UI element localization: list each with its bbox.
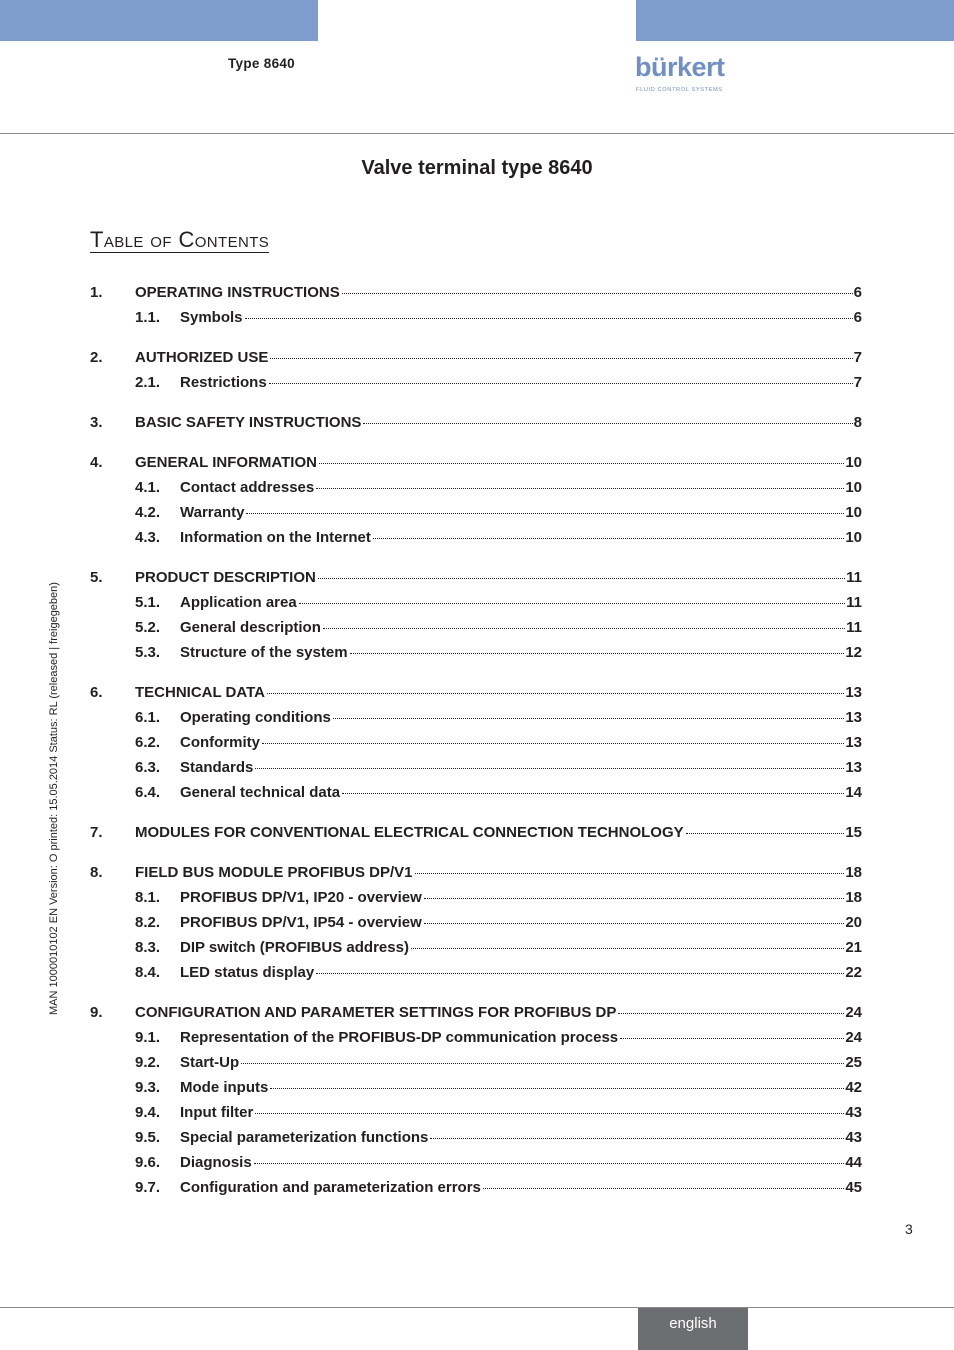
toc-entry-page: 20	[845, 914, 862, 931]
toc-entry-label: CONFIGURATION AND PARAMETER SETTINGS FOR PROFIBUS DP	[135, 1004, 617, 1021]
toc-entry-number: 6.1.	[135, 709, 161, 726]
toc-entry-label: Representation of the PROFIBUS-DP communication process	[180, 1029, 619, 1046]
toc-dot-leader	[618, 1013, 844, 1014]
toc-entry[interactable]	[90, 453, 862, 478]
toc-entry-number: 9.2.	[135, 1054, 161, 1071]
toc-entry-number: 4.3.	[135, 529, 161, 546]
toc-entry-label: OPERATING INSTRUCTIONS	[135, 284, 340, 301]
toc-entry-page: 11	[846, 594, 862, 611]
toc-entry-page: 7	[853, 349, 862, 366]
toc-entry[interactable]	[90, 528, 862, 553]
toc-entry-page: 24	[845, 1004, 862, 1021]
toc-dot-leader	[319, 463, 844, 464]
toc-entry-label: Application area	[180, 594, 297, 611]
toc-entry-page: 18	[845, 889, 862, 906]
toc-entry-label: Operating conditions	[180, 709, 331, 726]
toc-dot-leader	[430, 1138, 844, 1139]
toc-dot-leader	[415, 873, 845, 874]
toc-heading: Table of Contents	[90, 227, 270, 252]
toc-entry[interactable]	[90, 708, 862, 733]
toc-entry-number: 5.1.	[135, 594, 161, 611]
toc-entry[interactable]	[90, 783, 862, 808]
toc-entry-label: Diagnosis	[180, 1154, 252, 1171]
toc-entry-number: 9.3.	[135, 1079, 161, 1096]
toc-entry[interactable]	[90, 618, 862, 643]
toc-entry-label: Symbols	[180, 309, 243, 326]
toc-entry[interactable]	[90, 1003, 862, 1028]
toc-entry-label: Restrictions	[180, 374, 267, 391]
toc-entry-page: 42	[845, 1079, 862, 1096]
logo-word: bürkert	[635, 52, 725, 82]
toc-entry-page: 10	[845, 529, 862, 546]
toc-entry[interactable]	[90, 1103, 862, 1128]
toc-entry[interactable]	[90, 643, 862, 668]
toc-entry-number: 4.1.	[135, 479, 161, 496]
toc-entry-number: 9.	[90, 1004, 103, 1021]
toc-entry-page: 43	[845, 1104, 862, 1121]
toc-entry-number: 9.7.	[135, 1179, 161, 1196]
toc-entry[interactable]	[90, 938, 862, 963]
toc-entry-page: 11	[846, 619, 862, 636]
toc-entry-label: GENERAL INFORMATION	[135, 454, 317, 471]
toc-entry-page: 6	[853, 284, 862, 301]
toc-entry-page: 13	[845, 734, 862, 751]
toc-entry-label: Information on the Internet	[180, 529, 371, 546]
toc-entry-page: 12	[845, 644, 862, 661]
toc-entry[interactable]	[90, 283, 862, 308]
toc-entry-number: 5.	[90, 569, 103, 586]
toc-entry-page: 10	[845, 454, 862, 471]
toc-entry-page: 13	[845, 709, 862, 726]
toc-entry-number: 8.3.	[135, 939, 161, 956]
toc-entry-number: 4.	[90, 454, 103, 471]
toc-entry[interactable]	[90, 683, 862, 708]
toc-dot-leader	[270, 358, 852, 359]
toc-entry-page: 13	[845, 759, 862, 776]
toc-entry-number: 6.	[90, 684, 103, 701]
toc-entry[interactable]	[90, 733, 862, 758]
toc-entry[interactable]	[90, 593, 862, 618]
toc-entry-number: 9.4.	[135, 1104, 161, 1121]
toc-entry-label: Mode inputs	[180, 1079, 269, 1096]
burkert-logo	[635, 52, 732, 96]
toc-entry-label: PRODUCT DESCRIPTION	[135, 569, 316, 586]
toc-dot-leader	[270, 1088, 844, 1089]
toc-entry[interactable]	[90, 823, 862, 848]
toc-entry-number: 1.	[90, 284, 103, 301]
toc-entry[interactable]	[90, 913, 862, 938]
toc-entry-number: 3.	[90, 414, 103, 431]
toc-dot-leader	[269, 383, 853, 384]
toc-entry-label: TECHNICAL DATA	[135, 684, 265, 701]
toc-entry-label: LED status display	[180, 964, 315, 981]
toc-dot-leader	[350, 653, 845, 654]
footer-divider	[0, 1307, 954, 1308]
toc-dot-leader	[373, 538, 844, 539]
toc-entry[interactable]	[90, 1053, 862, 1078]
toc-entry-label: General description	[180, 619, 321, 636]
toc-entry-label: FIELD BUS MODULE PROFIBUS DP/V1	[135, 864, 413, 881]
header-accent-bar-right	[636, 0, 954, 41]
toc-entry-label: MODULES FOR CONVENTIONAL ELECTRICAL CONNECTION TECHNOLOGY	[135, 824, 684, 841]
toc-dot-leader	[323, 628, 845, 629]
toc-entry[interactable]	[90, 863, 862, 888]
toc-entry-label: Conformity	[180, 734, 260, 751]
toc-entry-label: Standards	[180, 759, 254, 776]
toc-entry-number: 5.2.	[135, 619, 161, 636]
toc-entry-number: 2.1.	[135, 374, 161, 391]
toc-entry-page: 14	[845, 784, 862, 801]
toc-entry-page: 6	[853, 309, 862, 326]
toc-dot-leader	[333, 718, 844, 719]
toc-dot-leader	[246, 513, 844, 514]
toc-entry[interactable]	[90, 413, 862, 438]
toc-dot-leader	[620, 1038, 844, 1039]
toc-dot-leader	[342, 293, 853, 294]
toc-dot-leader	[363, 423, 852, 424]
document-metadata-vertical: MAN 1000010102 EN Version: O printed: 15.05.2014 Status: RL (released | freigegeben)	[48, 582, 60, 1015]
toc-entry-label: Contact addresses	[180, 479, 315, 496]
toc-entry-number: 9.1.	[135, 1029, 161, 1046]
toc-entry[interactable]	[90, 503, 862, 528]
language-tab: english	[638, 1308, 748, 1350]
header-divider	[0, 133, 954, 134]
toc-entry-page: 18	[845, 864, 862, 881]
page-number: 3	[905, 1221, 913, 1237]
toc-dot-leader	[318, 578, 845, 579]
toc-entry-label: Input filter	[180, 1104, 254, 1121]
toc-dot-leader	[316, 973, 844, 974]
toc-entry[interactable]	[90, 308, 862, 333]
toc-dot-leader	[424, 923, 845, 924]
logo-tagline: FLUID CONTROL SYSTEMS	[636, 87, 723, 93]
toc-entry[interactable]	[90, 1153, 862, 1178]
toc-dot-leader	[262, 743, 844, 744]
toc-entry-number: 9.5.	[135, 1129, 161, 1146]
toc-entry-number: 8.4.	[135, 964, 161, 981]
toc-entry-number: 7.	[90, 824, 103, 841]
toc-entry-number: 2.	[90, 349, 103, 366]
toc-entry-number: 8.	[90, 864, 103, 881]
toc-entry-label: Start-Up	[180, 1054, 240, 1071]
document-type-label: Type 8640	[228, 56, 295, 71]
toc-entry-number: 8.2.	[135, 914, 161, 931]
toc-entry-page: 13	[845, 684, 862, 701]
toc-dot-leader	[411, 948, 844, 949]
toc-dot-leader	[424, 898, 845, 899]
toc-entry-label: Warranty	[180, 504, 245, 521]
toc-entry-page: 43	[845, 1129, 862, 1146]
toc-entry-page: 45	[845, 1179, 862, 1196]
toc-entry[interactable]	[90, 1028, 862, 1053]
toc-dot-leader	[686, 833, 845, 834]
toc-dot-leader	[241, 1063, 844, 1064]
header-accent-bar-left	[0, 0, 318, 41]
toc-dot-leader	[483, 1188, 844, 1189]
toc-entry-number: 8.1.	[135, 889, 161, 906]
table-of-contents	[90, 283, 862, 1203]
toc-dot-leader	[245, 318, 853, 319]
toc-entry[interactable]	[90, 1078, 862, 1103]
toc-entry-label: BASIC SAFETY INSTRUCTIONS	[135, 414, 362, 431]
toc-entry-label: PROFIBUS DP/V1, IP54 - overview	[180, 914, 422, 931]
toc-entry-page: 10	[845, 504, 862, 521]
toc-entry-label: AUTHORIZED USE	[135, 349, 269, 366]
toc-entry-number: 9.6.	[135, 1154, 161, 1171]
toc-dot-leader	[316, 488, 844, 489]
toc-entry-label: Configuration and parameterization errors	[180, 1179, 481, 1196]
toc-entry-number: 6.4.	[135, 784, 161, 801]
toc-entry[interactable]	[90, 478, 862, 503]
toc-entry[interactable]	[90, 373, 862, 398]
toc-entry-page: 15	[845, 824, 862, 841]
toc-entry-label: General technical data	[180, 784, 341, 801]
document-title: Valve terminal type 8640	[361, 157, 593, 179]
toc-dot-leader	[267, 693, 844, 694]
toc-entry-page: 22	[845, 964, 862, 981]
toc-entry-number: 5.3.	[135, 644, 161, 661]
toc-entry-number: 6.3.	[135, 759, 161, 776]
toc-dot-leader	[255, 1113, 844, 1114]
toc-entry[interactable]	[90, 758, 862, 783]
toc-entry-label: Structure of the system	[180, 644, 348, 661]
toc-entry-label: DIP switch (PROFIBUS address)	[180, 939, 409, 956]
toc-entry-label: Special parameterization functions	[180, 1129, 429, 1146]
toc-entry-page: 44	[845, 1154, 862, 1171]
toc-entry-page: 7	[853, 374, 862, 391]
toc-entry-number: 4.2.	[135, 504, 161, 521]
toc-entry[interactable]	[90, 1178, 862, 1203]
toc-entry[interactable]	[90, 568, 862, 593]
toc-dot-leader	[299, 603, 845, 604]
toc-entry[interactable]	[90, 963, 862, 988]
toc-entry-page: 11	[846, 569, 862, 586]
toc-dot-leader	[342, 793, 844, 794]
toc-entry-page: 21	[845, 939, 862, 956]
toc-entry-number: 6.2.	[135, 734, 161, 751]
toc-entry-page: 25	[845, 1054, 862, 1071]
toc-entry-label: PROFIBUS DP/V1, IP20 - overview	[180, 889, 422, 906]
toc-entry[interactable]	[90, 1128, 862, 1153]
toc-entry-page: 8	[853, 414, 862, 431]
toc-entry[interactable]	[90, 888, 862, 913]
toc-dot-leader	[254, 1163, 845, 1164]
toc-entry-page: 24	[845, 1029, 862, 1046]
toc-entry[interactable]	[90, 348, 862, 373]
toc-entry-number: 1.1.	[135, 309, 161, 326]
toc-entry-page: 10	[845, 479, 862, 496]
toc-dot-leader	[255, 768, 844, 769]
